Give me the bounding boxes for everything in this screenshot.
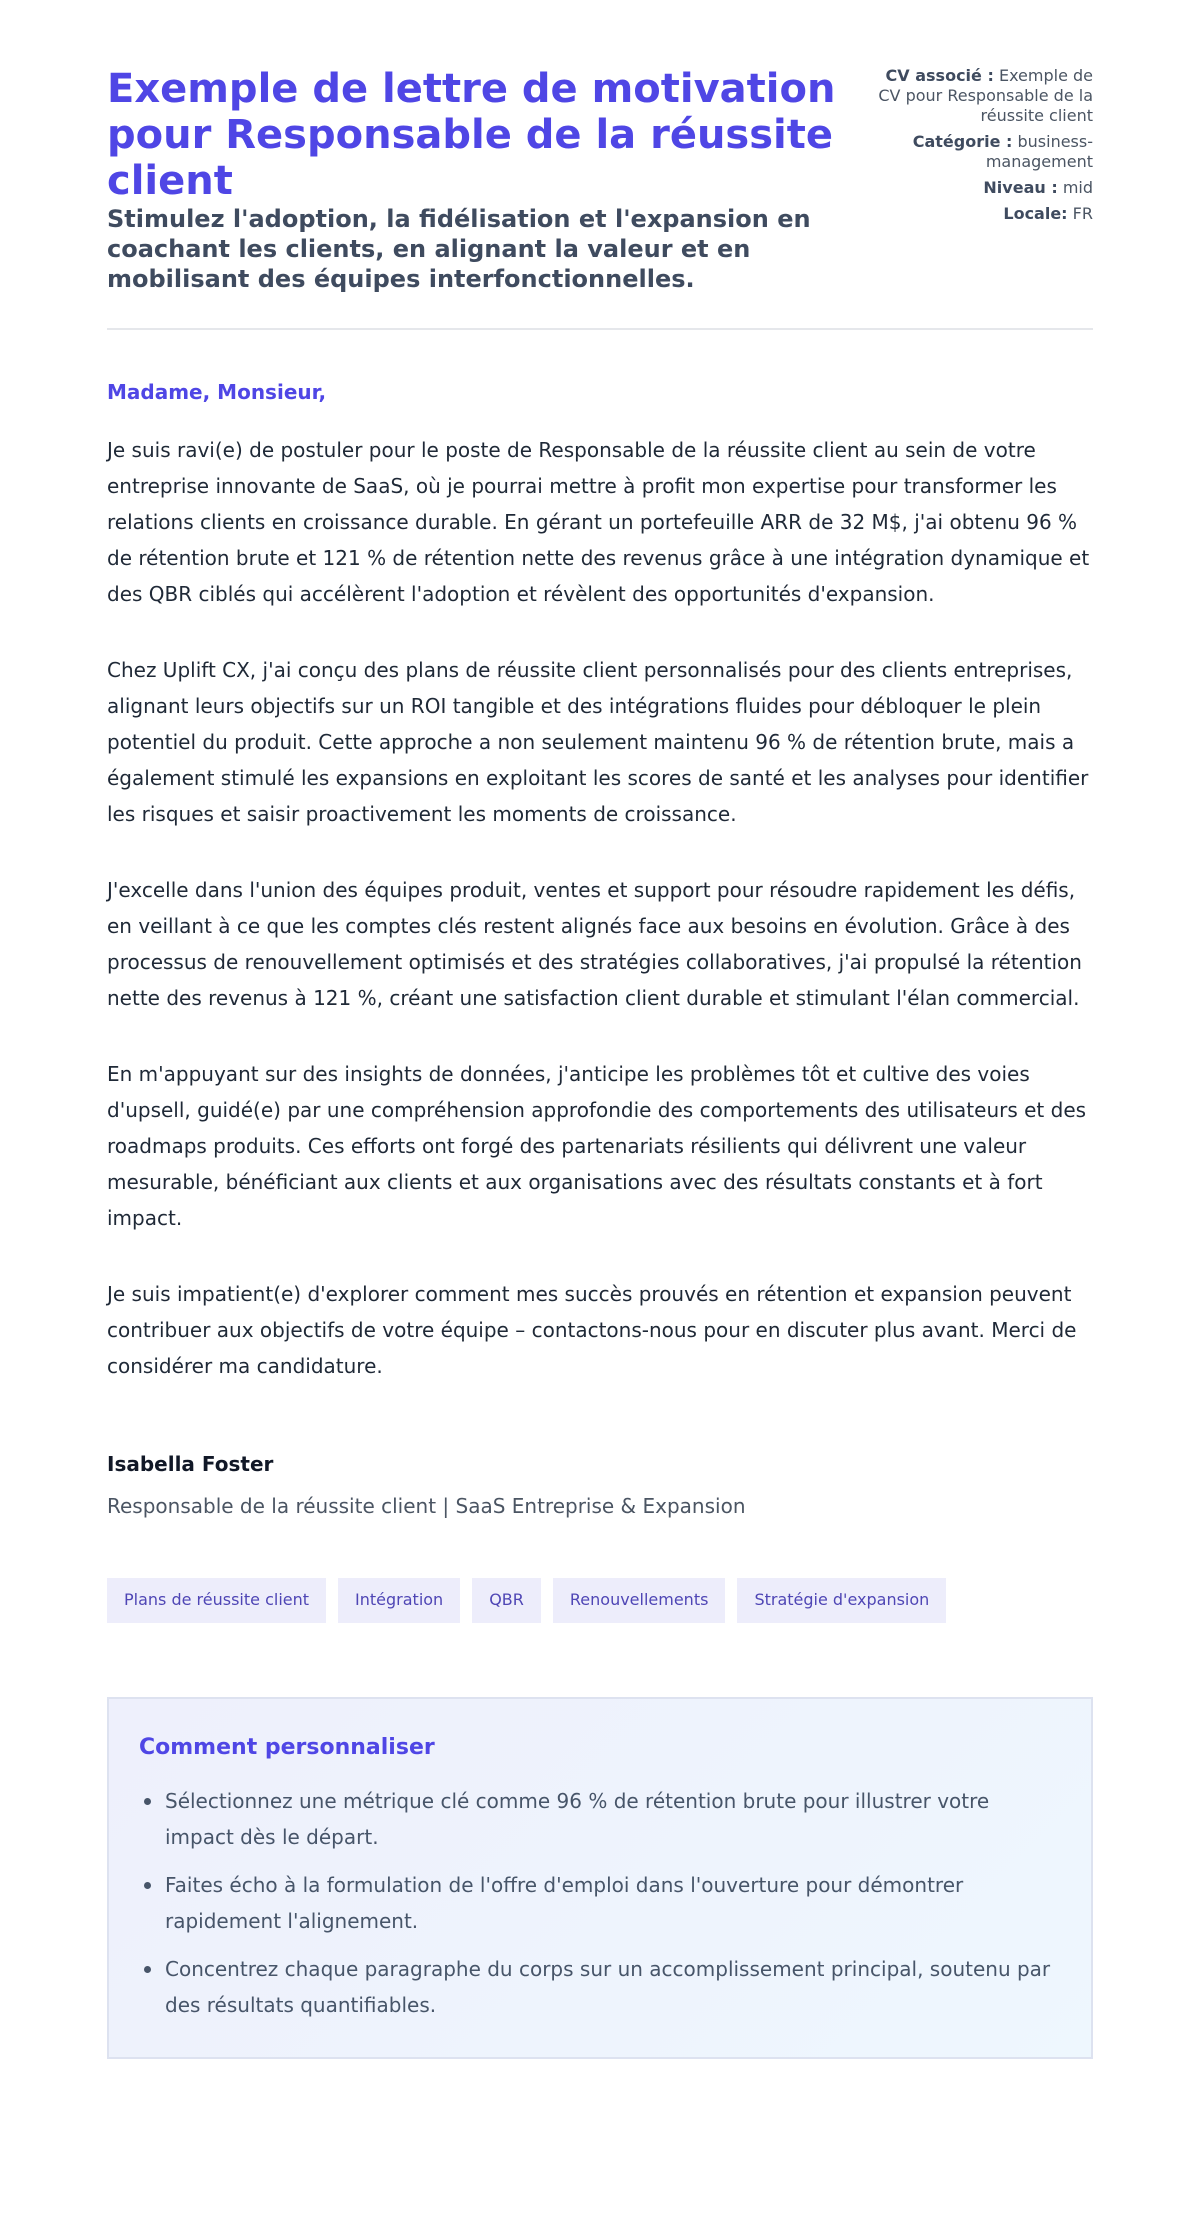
cover-letter-page	[107, 0, 1093, 2059]
meta-level-label: Niveau :	[983, 178, 1058, 197]
meta-related-cv-value: Exemple de CV pour Responsable de la réussite client	[878, 66, 1093, 125]
tips-list	[139, 1783, 1061, 2023]
tips-item-text: Sélectionnez une métrique clé comme 96 % de rétention brute pour illustrer votre impact dès le départ.	[165, 1789, 990, 1849]
signature-block	[107, 1450, 1093, 1520]
meta-level	[873, 178, 1093, 198]
signature-title: Responsable de la réussite client | SaaS Entreprise & Expansion	[107, 1494, 746, 1518]
meta-category	[873, 132, 1093, 172]
meta-related-cv-label: CV associé :	[885, 66, 994, 85]
tag-qbr: QBR	[472, 1578, 541, 1623]
bullet-icon	[144, 1966, 151, 1973]
tips-item	[139, 1951, 1061, 2023]
header-titles	[107, 66, 847, 294]
paragraph-uplift: Chez Uplift CX, j'ai conçu des plans de réussite client personnalisés pour des clients entreprises, alignant leurs objectifs sur un ROI tangible et des intégrations fluides pour débloquer le plein potentiel du produit. Cette approche a non seulement maintenu 96 % de rétention brute, mais a également stimulé les expansions en exploitant les scores de santé et les analyses pour identifier les risques et saisir proactivement les moments de croissance.	[107, 658, 1089, 826]
bullet-icon	[144, 1798, 151, 1805]
tag-renewals: Renouvellements	[553, 1578, 726, 1623]
tag-success-plans: Plans de réussite client	[107, 1578, 326, 1623]
paragraph-insights: En m'appuyant sur des insights de données, j'anticipe les problèmes tôt et cultive des voies d'upsell, guidé(e) par une compréhension approfondie des comportements des utilisateurs et des roadmaps produits. Ces efforts ont forgé des partenariats résilients qui délivrent une valeur mesurable, bénéficiant aux clients et aux organisations avec des résultats constants et à fort impact.	[107, 1062, 1087, 1230]
customization-tips-box	[107, 1697, 1093, 2059]
page-header	[107, 66, 1093, 330]
salutation: Madame, Monsieur,	[107, 380, 327, 404]
page-title: Exemple de lettre de motivation pour Responsable de la réussite client	[107, 66, 836, 204]
paragraph-intro: Je suis ravi(e) de postuler pour le poste de Responsable de la réussite client au sein de votre entreprise innovante de SaaS, où je pourrai mettre à profit mon expertise pour transformer les relations clients en croissance durable. En gérant un portefeuille ARR de 32 M$, j'ai obtenu 96 % de rétention brute et 121 % de rétention nette des revenus grâce à une intégration dynamique et des QBR ciblés qui accélèrent l'adoption et révèlent des opportunités d'expansion.	[107, 438, 1090, 606]
meta-panel	[873, 66, 1093, 230]
skill-tags	[107, 1578, 1093, 1623]
tips-item	[139, 1867, 1061, 1939]
tips-item-text: Concentrez chaque paragraphe du corps sur un accomplissement principal, soutenu par des résultats quantifiables.	[165, 1957, 1051, 2017]
tips-item-text: Faites écho à la formulation de l'offre d'emploi dans l'ouverture pour démontrer rapidement l'alignement.	[165, 1873, 964, 1933]
tag-expansion-strategy: Stratégie d'expansion	[737, 1578, 946, 1623]
meta-category-value: business-management	[985, 132, 1093, 171]
tips-item	[139, 1783, 1061, 1855]
tips-title: Comment personnaliser	[139, 1735, 435, 1760]
meta-locale	[873, 204, 1093, 224]
signature-name: Isabella Foster	[107, 1452, 274, 1476]
meta-category-label: Catégorie :	[912, 132, 1013, 151]
letter-body	[107, 378, 1093, 1384]
meta-locale-value: FR	[1072, 204, 1093, 223]
meta-locale-label: Locale:	[1003, 204, 1068, 223]
meta-related-cv	[873, 66, 1093, 126]
bullet-icon	[144, 1882, 151, 1889]
meta-level-value: mid	[1062, 178, 1093, 197]
paragraph-closing: Je suis impatient(e) d'explorer comment mes succès prouvés en rétention et expansion peuvent contribuer aux objectifs de votre équipe – contactons-nous pour en discuter plus avant. Merci de considérer ma candidature.	[107, 1282, 1077, 1378]
page-subtitle: Stimulez l'adoption, la fidélisation et l'expansion en coachant les clients, en alignant la valeur et en mobilisant des équipes interfonctionnelles.	[107, 205, 811, 293]
paragraph-collaboration: J'excelle dans l'union des équipes produit, ventes et support pour résoudre rapidement les défis, en veillant à ce que les comptes clés restent alignés face aux besoins en évolution. Grâce à des processus de renouvellement optimisés et des stratégies collaboratives, j'ai propulsé la rétention nette des revenus à 121 %, créant une satisfaction client durable et stimulant l'élan commercial.	[107, 878, 1082, 1010]
letter-paragraphs	[107, 432, 1093, 1384]
tag-onboarding: Intégration	[338, 1578, 460, 1623]
